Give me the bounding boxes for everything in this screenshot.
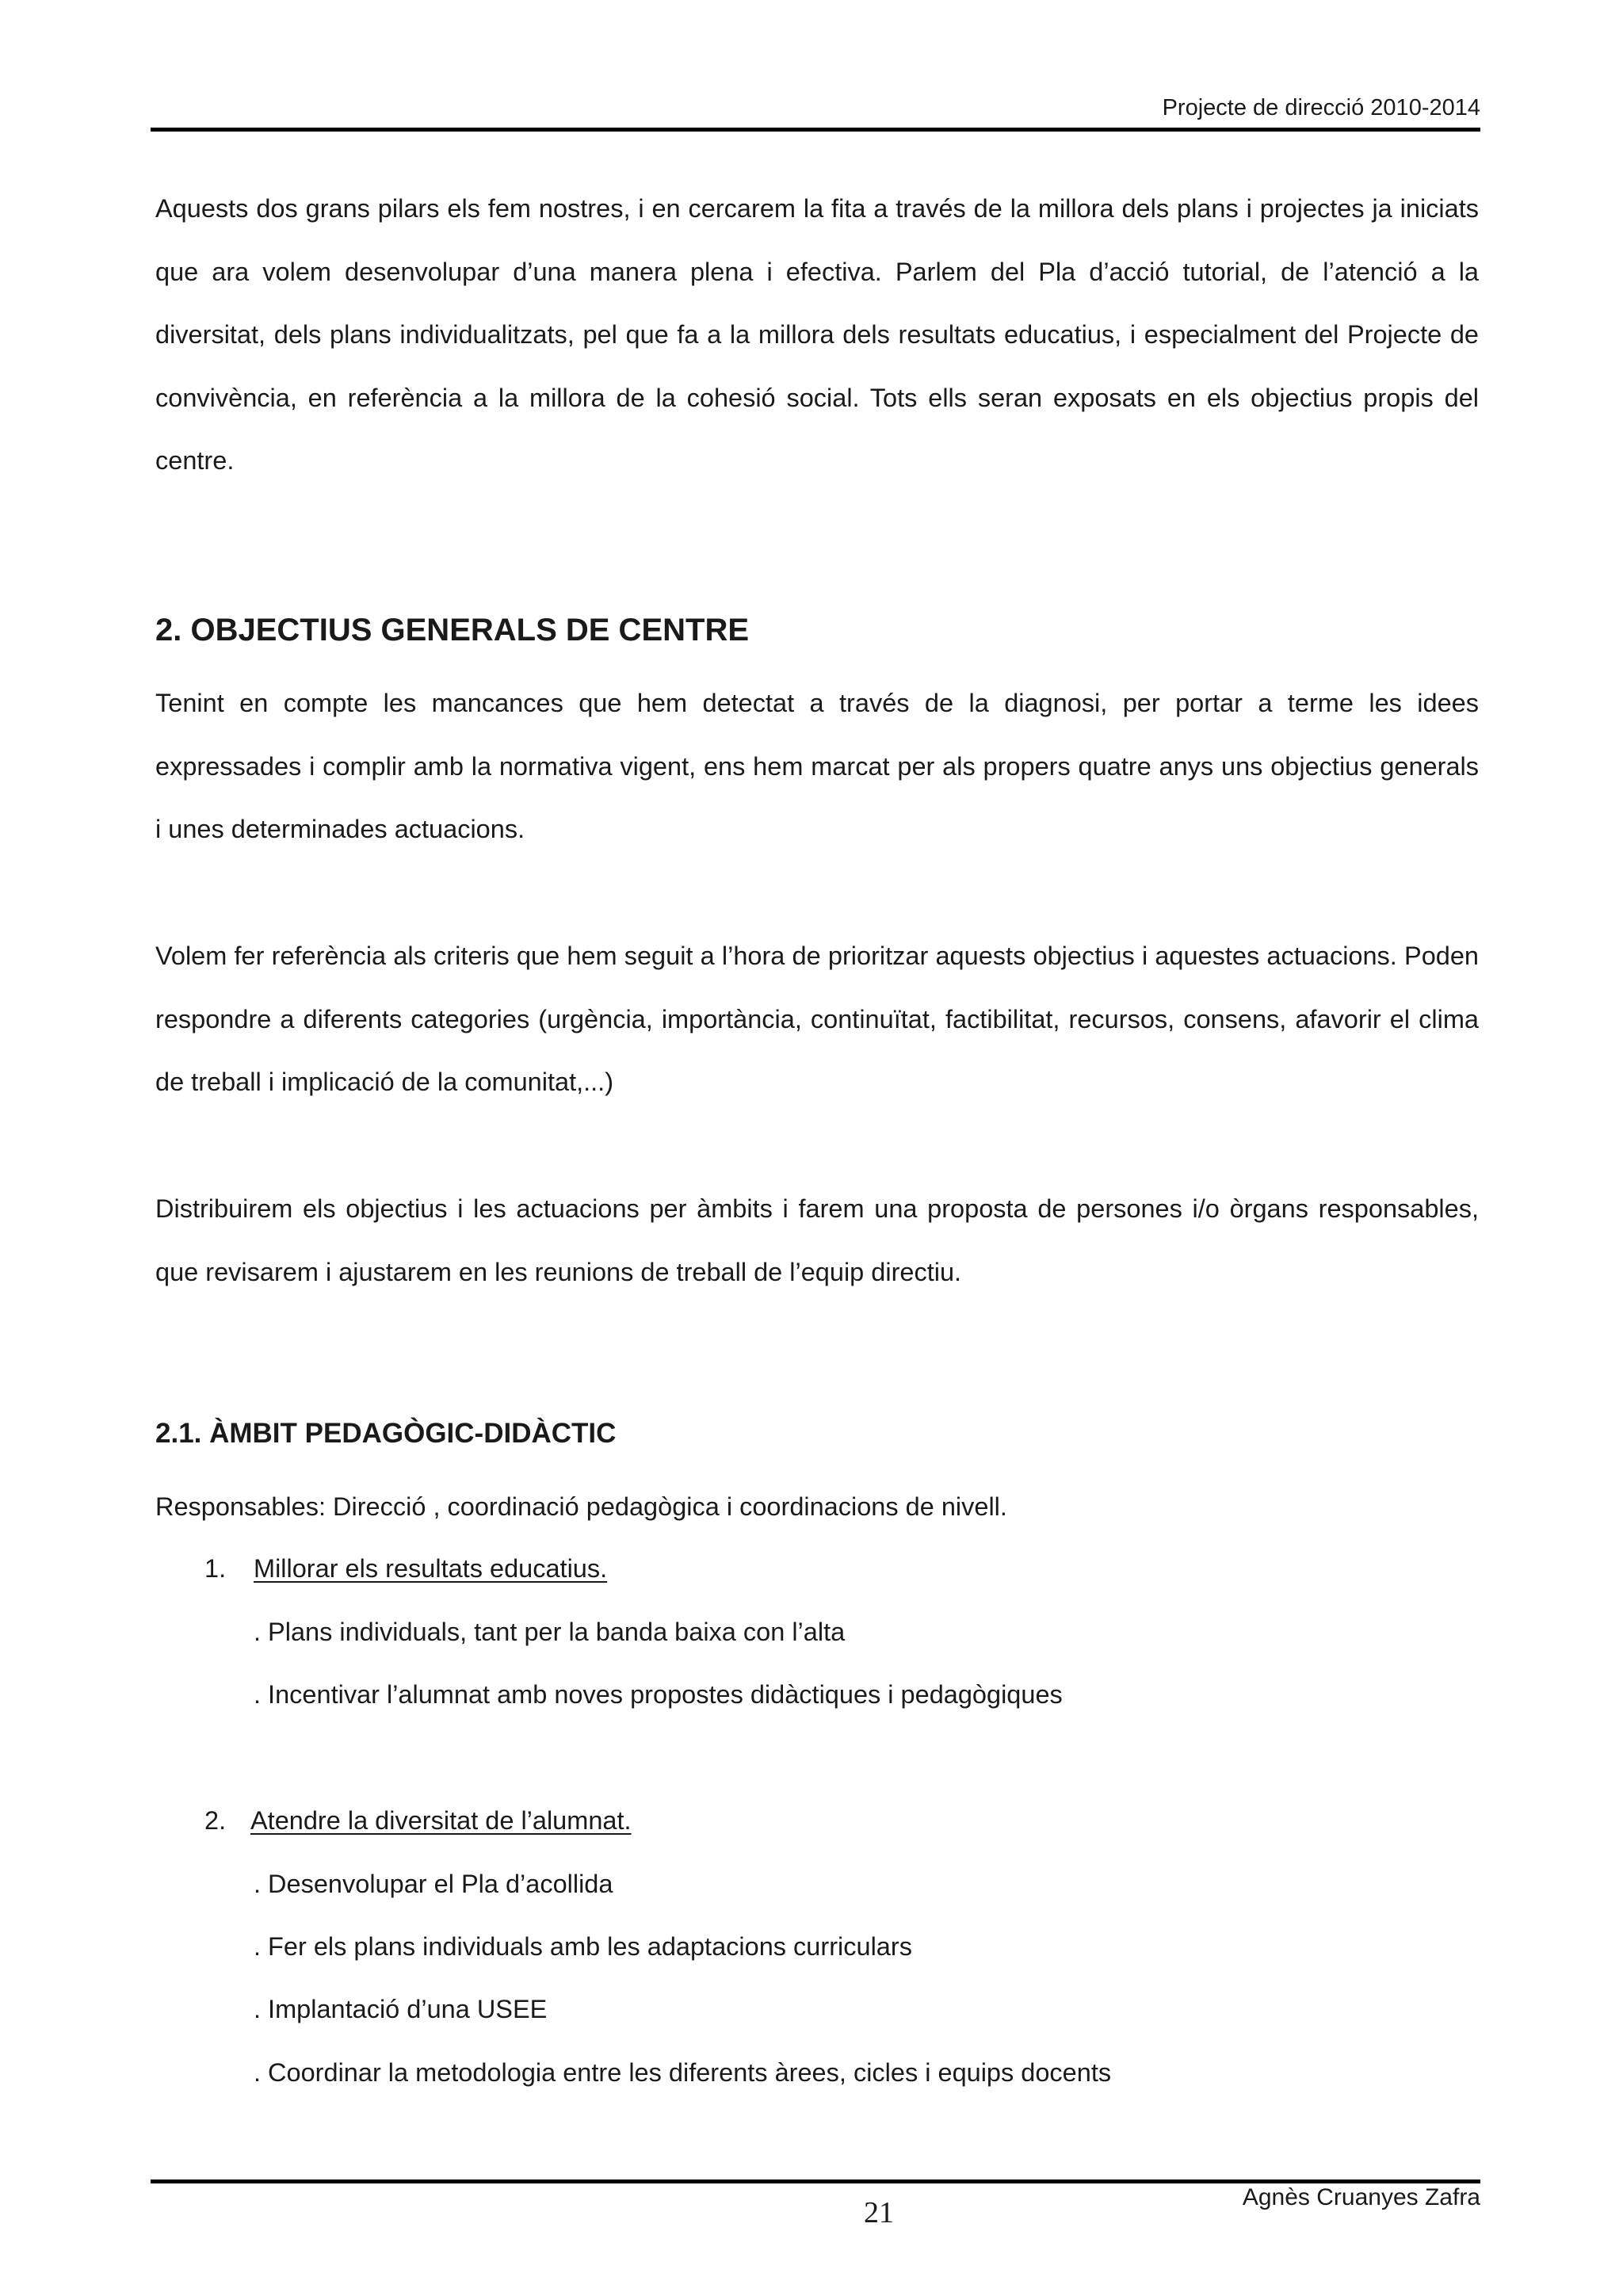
subsection-heading: 2.1. ÀMBIT PEDAGÒGIC-DIDÀCTIC bbox=[155, 1418, 617, 1449]
list-item-number: 2. bbox=[204, 1806, 227, 1835]
page-number: 21 bbox=[864, 2196, 894, 2229]
section-heading: 2. OBJECTIUS GENERALS DE CENTRE bbox=[155, 613, 750, 648]
action-item: . Coordinar la metodologia entre les diferents àrees, cicles i equips docents bbox=[254, 2058, 1112, 2087]
paragraph-ambits: Distribuirem els objectius i les actuacions per àmbits i farem una proposta de persones i/o òrgans responsables, que revisarem i ajustarem en les reunions de treball de l’equip directiu. bbox=[155, 1194, 1479, 1286]
list-item-title: Atendre la diversitat de l’alumnat. bbox=[250, 1806, 632, 1835]
responsables-line: Responsables: Direcció , coordinació pedagògica i coordinacions de nivell. bbox=[155, 1492, 1007, 1521]
action-item: . Desenvolupar el Pla d’acollida bbox=[254, 1870, 613, 1898]
intro-paragraph: Aquests dos grans pilars els fem nostres, i en cercarem la fita a través de la millora dels plans i projectes ja iniciats que ara volem desenvolupar d’una manera plena i efectiva. Parlem del Pla d’acció tutorial, de l’atenció a la diversitat, dels plans individualitzats, pel que fa a la millora dels resultats educatius, i especialment del Projecte de convivència, en referència a la millora de la cohesió social. Tots ells seran exposats en els objectius propis del centre. bbox=[155, 194, 1479, 475]
action-item: . Incentivar l’alumnat amb noves propostes didàctiques i pedagògiques bbox=[254, 1680, 1063, 1709]
action-item: . Plans individuals, tant per la banda baixa con l’alta bbox=[254, 1618, 846, 1646]
header-rule bbox=[151, 128, 1480, 132]
paragraph-criteris: Volem fer referència als criteris que hem seguit a l’hora de prioritzar aquests objectius i aquestes actuacions. Poden respondre a diferents categories (urgència, importància, continuïtat, factibilitat, recursos, consens, afavorir el clima de treball i implicació de la comunitat,...) bbox=[155, 942, 1479, 1096]
action-item: . Fer els plans individuals amb les adaptacions curriculars bbox=[254, 1932, 912, 1961]
paragraph-diagnosi: Tenint en compte les mancances que hem detectat a través de la diagnosi, per portar a terme les idees expressades i complir amb la normativa vigent, ens hem marcat per als propers quatre anys uns objectius generals i unes determinades actuacions. bbox=[155, 689, 1479, 843]
footer-author: Agnès Cruanyes Zafra bbox=[1242, 2184, 1480, 2210]
list-item-number: 1. bbox=[204, 1554, 227, 1583]
list-item-title: Millorar els resultats educatius. bbox=[254, 1554, 608, 1583]
running-header: Projecte de direcció 2010-2014 bbox=[1162, 95, 1480, 120]
action-item: . Implantació d’una USEE bbox=[254, 1995, 548, 2023]
